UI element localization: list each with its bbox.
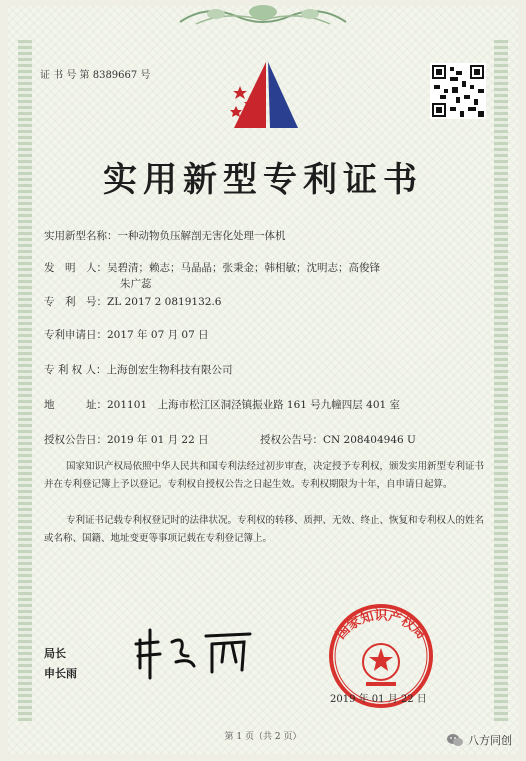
watermark-text: 八方同创	[468, 734, 512, 747]
inventor-value: 吴碧清；赖志；马晶晶；张秉金；韩相敏；沈明志；高俊锋	[107, 262, 380, 274]
utility-model-name-label: 实用新型名称：	[44, 230, 118, 242]
inventor-row-continued	[120, 276, 152, 291]
handwritten-signature-icon	[132, 622, 262, 682]
patentee-row	[44, 362, 233, 377]
patentee-label: 专 利 权 人：	[44, 364, 107, 376]
announcement-number-label: 授权公告号：	[260, 434, 323, 446]
page-number: 第 1 页（共 2 页）	[224, 732, 302, 742]
legal-status-paragraph: 专利证书记载专利权登记时的法律状况。专利权的转移、质押、无效、终止、恢复和专利权人的姓名或名称、国籍、地址变更等事项记载在专利登记簿上。	[44, 515, 485, 544]
utility-model-name-value: 一种动物负压解剖无害化处理一体机	[117, 230, 286, 242]
announcement-date-row	[44, 432, 209, 447]
address-label: 地 址：	[44, 399, 107, 411]
inventor-value-continued: 朱广蕊	[120, 278, 152, 290]
application-date-row	[44, 327, 209, 342]
application-date-label: 专利申请日：	[44, 329, 107, 341]
announcement-number-row	[260, 432, 416, 447]
qr-code-icon	[430, 63, 486, 119]
grant-paragraph: 国家知识产权局依照中华人民共和国专利法经过初步审查，决定授予专利权，颁发实用新型专利证书并在专利登记簿上予以登记。专利权自授权公告之日起生效。专利权期限为十年，自申请日起算。	[44, 461, 485, 490]
application-date-value: 2017 年 07 月 07 日	[107, 329, 209, 341]
right-decorative-border	[494, 40, 508, 721]
inventor-label: 发 明 人：	[44, 262, 107, 274]
seal-date: 2019 年 01 月 22 日	[330, 694, 427, 705]
seal-text: 国家知识产权局	[333, 608, 429, 643]
patentee-value: 上海创宏生物科技有限公司	[106, 364, 233, 376]
inventor-row	[44, 260, 380, 275]
patent-number-label: 专 利 号：	[44, 296, 107, 308]
cnipa-logo-icon	[226, 58, 306, 130]
left-decorative-border	[18, 40, 32, 721]
certificate-title: 实用新型专利证书	[103, 160, 423, 200]
address-value: 201101 上海市松江区洞泾镇振业路 161 号九幢四层 401 室	[107, 399, 401, 411]
announcement-date-label: 授权公告日：	[44, 434, 107, 446]
certificate-number: 证 书 号 第 8389667 号	[40, 70, 151, 81]
director-title: 局长	[44, 647, 66, 660]
top-ornament-icon	[176, 2, 350, 30]
announcement-number-value: CN 208404946 U	[323, 434, 416, 446]
utility-model-name-row	[44, 228, 286, 243]
patent-number-value: ZL 2017 2 0819132.6	[107, 296, 222, 308]
address-row	[44, 397, 400, 412]
wechat-icon	[446, 733, 464, 747]
watermark	[446, 732, 512, 748]
patent-number-row	[44, 294, 221, 309]
announcement-date-value: 2019 年 01 月 22 日	[107, 434, 209, 446]
director-name: 申长雨	[44, 667, 77, 680]
